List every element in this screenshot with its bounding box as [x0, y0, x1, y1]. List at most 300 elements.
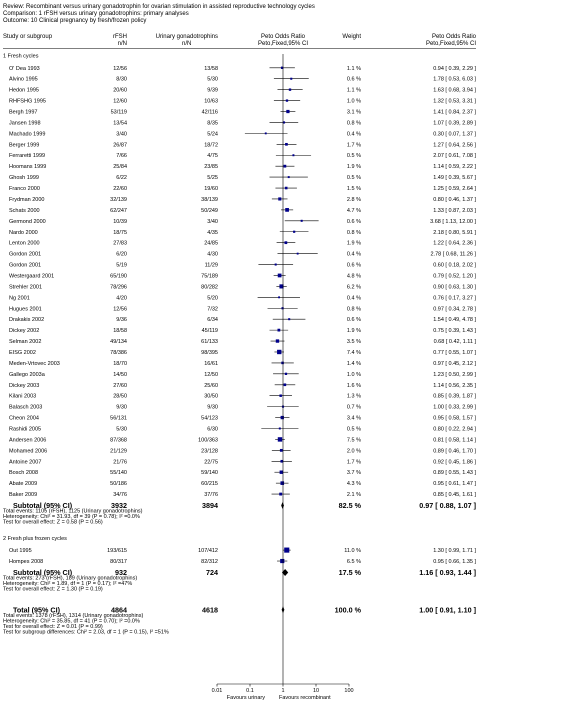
point-estimate	[280, 559, 284, 563]
study-name: Balasch 2003	[9, 404, 43, 411]
study-row	[9, 175, 476, 181]
ctl-events: 18/72	[204, 142, 218, 149]
ctl-events: 37/76	[204, 492, 218, 499]
x-axis	[212, 54, 354, 701]
study-weight: 11.0 %	[344, 548, 361, 555]
study-name: Hoomans 1999	[9, 164, 47, 171]
exp-events: 26/87	[113, 142, 127, 149]
point-estimate	[275, 264, 277, 266]
study-weight: 0.5 %	[346, 153, 361, 160]
study-ci: 0.94 [ 0.39, 2.29 ]	[433, 65, 476, 72]
study-name: Westergaard 2001	[9, 273, 55, 280]
point-estimate	[290, 78, 292, 80]
exp-events: 78/296	[110, 284, 127, 291]
study-name: Gallego 2003a	[9, 371, 45, 378]
study-name: Jansen 1998	[9, 120, 41, 127]
exp-events: 5/30	[116, 426, 127, 433]
study-ci: 0.85 [ 0.39, 1.87 ]	[433, 393, 476, 400]
study-row	[9, 481, 476, 487]
ctl-events: 8/35	[207, 120, 218, 127]
study-weight: 0.6 %	[346, 218, 361, 225]
study-name: Frydman 2000	[9, 196, 45, 203]
ctl-events: 5/25	[207, 175, 218, 182]
ctl-events: 80/282	[201, 284, 218, 291]
study-name: Lenton 2000	[9, 240, 40, 247]
study-ci: 2.07 [ 0.61, 7.08 ]	[433, 153, 476, 160]
exp-events: 5/19	[116, 262, 127, 269]
point-estimate	[297, 253, 299, 255]
exp-events: 9/36	[116, 317, 127, 324]
outcome-title: Outcome: 10 Clinical pregnancy by fresh/frozen policy	[3, 18, 147, 24]
study-row	[9, 273, 476, 279]
exp-events: 55/140	[110, 470, 127, 477]
study-row	[9, 306, 476, 312]
study-ci: 1.00 [ 0.33, 2.99 ]	[433, 404, 476, 411]
comparison-title: Comparison: 1 rFSH versus urinary gonadotrophins: primary analyses	[3, 11, 189, 17]
exp-events: 3/40	[116, 131, 127, 138]
subtotal-label: Subtotal (95% CI)	[13, 501, 73, 510]
study-weight: 1.4 %	[346, 360, 361, 367]
subgroup-title: 2 Fresh plus frozen cycles	[3, 535, 67, 542]
study-row	[9, 394, 476, 400]
study-name: Bosch 2008	[9, 470, 39, 477]
study-row	[9, 416, 476, 422]
point-estimate	[278, 197, 281, 200]
subgroup-note: Total events: 1105 (rFSH), 1125 (Urinary gonadotrophins)	[3, 508, 143, 515]
study-row	[9, 263, 476, 269]
point-estimate	[288, 318, 290, 320]
study-weight: 3.4 %	[346, 415, 361, 422]
study-name: Franco 2000	[9, 186, 40, 193]
point-estimate	[284, 383, 287, 386]
study-ci: 1.63 [ 0.68, 3.94 ]	[433, 87, 476, 94]
study-ci: 1.14 [ 0.59, 2.22 ]	[433, 164, 476, 171]
total-note: Test for overall effect: Z = 0.01 (P = 0.99)	[3, 623, 103, 630]
study-name: Ng 2001	[9, 295, 30, 302]
subtotal-diamond	[281, 502, 284, 509]
review-header	[3, 4, 315, 24]
ctl-events: 59/140	[201, 470, 218, 477]
study-ci: 2.18 [ 0.80, 5.91 ]	[433, 229, 476, 236]
exp-events: 14/50	[113, 371, 127, 378]
forest-rows	[3, 54, 476, 636]
exp-events: 18/58	[113, 328, 127, 335]
study-row	[9, 186, 476, 192]
axis-tick-label: 0.01	[211, 688, 223, 694]
exp-events: 7/66	[116, 153, 127, 160]
study-weight: 1.0 %	[346, 371, 361, 378]
study-ci: 0.77 [ 0.55, 1.07 ]	[433, 349, 476, 356]
axis-tick-label: 100	[344, 688, 354, 694]
ctl-events: 100/363	[198, 437, 218, 444]
study-weight: 1.7 %	[346, 459, 361, 466]
study-ci: 0.80 [ 0.22, 2.94 ]	[433, 426, 476, 433]
column-headers	[3, 34, 477, 47]
study-row	[9, 153, 476, 159]
ctl-events: 54/123	[201, 415, 218, 422]
exp-events: 62/247	[110, 207, 127, 214]
study-name: Hedon 1995	[9, 87, 39, 94]
study-row	[9, 295, 476, 301]
study-weight: 0.6 %	[346, 262, 361, 269]
study-row	[9, 559, 476, 565]
point-estimate	[285, 373, 287, 375]
study-weight: 6.2 %	[346, 284, 361, 291]
study-ci: 1.25 [ 0.59, 2.64 ]	[433, 186, 476, 193]
study-weight: 2.1 %	[346, 492, 361, 499]
study-ci: 0.95 [ 0.61, 1.47 ]	[433, 481, 476, 488]
subtotal-ci: 1.16 [ 0.93, 1.44 ]	[419, 567, 476, 577]
col-or-method: Peto,Fixed,95% CI	[257, 41, 309, 47]
ctl-events: 7/32	[207, 306, 218, 313]
study-name: Germond 2000	[9, 218, 46, 225]
study-row	[9, 120, 476, 126]
exp-events: 80/317	[110, 559, 127, 566]
ctl-events: 25/60	[204, 382, 218, 389]
favours-right-label: Favours recombinant	[279, 695, 331, 701]
study-name: Mohamed 2006	[9, 448, 48, 455]
study-name: Antoine 2007	[9, 459, 42, 466]
col-or: Peto Odds Ratio	[260, 34, 306, 40]
total-label: Total (95% CI)	[13, 605, 60, 615]
exp-events: 34/76	[113, 492, 127, 499]
study-ci: 1.78 [ 0.53, 6.03 ]	[433, 76, 476, 83]
ctl-events: 9/39	[207, 87, 218, 94]
study-weight: 3.1 %	[346, 109, 361, 116]
study-row	[9, 77, 476, 83]
study-row	[9, 197, 476, 203]
exp-events: 13/54	[113, 120, 127, 127]
ctl-events: 38/139	[201, 196, 218, 203]
study-ci: 0.80 [ 0.46, 1.37 ]	[433, 196, 476, 203]
study-row	[9, 405, 476, 411]
ctl-events: 4/30	[207, 251, 218, 258]
point-estimate	[279, 428, 281, 430]
point-estimate	[277, 329, 280, 332]
ctl-events: 24/85	[204, 240, 218, 247]
ctl-events: 9/30	[207, 404, 218, 411]
exp-events: 10/39	[113, 218, 127, 225]
ctl-events: 4/75	[207, 153, 218, 160]
ctl-events: 45/119	[201, 328, 218, 335]
study-weight: 4.8 %	[346, 273, 361, 280]
point-estimate	[292, 154, 294, 156]
study-row	[9, 164, 476, 170]
ctl-events: 42/116	[201, 109, 218, 116]
subtotal-weight: 17.5 %	[338, 567, 361, 577]
col-ci: Peto Odds Ratio	[431, 34, 476, 40]
study-row	[9, 208, 476, 214]
study-row	[9, 88, 476, 94]
study-name: Alvino 1995	[9, 76, 38, 83]
study-name: Abate 2009	[9, 481, 38, 488]
study-weight: 1.6 %	[346, 382, 361, 389]
ctl-events: 6/34	[207, 317, 218, 324]
ctl-events: 13/58	[204, 65, 218, 72]
study-name: O' Dea 1993	[9, 65, 40, 72]
point-estimate	[284, 241, 287, 244]
point-estimate	[279, 394, 281, 396]
exp-events: 6/20	[116, 251, 127, 258]
ctl-events: 16/61	[204, 360, 218, 367]
ctl-events: 50/249	[201, 207, 218, 214]
exp-events: 78/386	[110, 349, 127, 356]
ctl-events: 98/395	[201, 349, 218, 356]
study-row	[9, 372, 476, 378]
total-weight: 100.0 %	[334, 605, 361, 615]
total-note: Test for subgroup differences: Chi² = 2.03, df = 1 (P = 0.15), I² =51%	[3, 629, 169, 636]
ctl-events: 75/189	[201, 273, 218, 280]
exp-events: 56/131	[110, 415, 127, 422]
total-exp: 4864	[111, 605, 127, 615]
study-ci: 0.90 [ 0.63, 1.30 ]	[433, 284, 476, 291]
col-ctl: Urinary gonadotrophins	[155, 34, 218, 40]
ctl-events: 4/35	[207, 229, 218, 236]
study-ci: 0.68 [ 0.42, 1.11 ]	[433, 339, 476, 346]
study-weight: 0.5 %	[346, 175, 361, 182]
study-name: Berger 1999	[9, 142, 40, 149]
study-weight: 0.4 %	[346, 251, 361, 258]
point-estimate	[286, 110, 289, 113]
study-name: Rashidi 2005	[9, 426, 42, 433]
col-weight: Weight	[342, 34, 361, 40]
study-ci: 1.49 [ 0.39, 5.67 ]	[433, 175, 476, 182]
study-ci: 0.95 [ 0.66, 1.35 ]	[433, 559, 476, 566]
exp-events: 4/20	[116, 295, 127, 302]
col-exp: rFSH	[113, 34, 127, 40]
study-ci: 1.32 [ 0.53, 3.31 ]	[433, 98, 476, 105]
total-note: Total events: 1378 (rFSH), 1314 (Urinary gonadotrophins)	[3, 612, 144, 619]
exp-events: 25/84	[113, 164, 127, 171]
study-name: Andersen 2006	[9, 437, 47, 444]
study-name: Schats 2000	[9, 207, 40, 214]
ctl-events: 61/133	[201, 339, 218, 346]
study-row	[9, 99, 476, 105]
col-ctl-n: n/N	[182, 41, 192, 47]
ctl-events: 107/412	[198, 548, 218, 555]
study-name: Meden-Vrtovec 2003	[9, 360, 60, 367]
study-weight: 1.0 %	[346, 98, 361, 105]
study-name: Bergh 1997	[9, 109, 38, 116]
study-name: Machado 1999	[9, 131, 46, 138]
exp-events: 12/60	[113, 98, 127, 105]
study-ci: 1.27 [ 0.64, 2.56 ]	[433, 142, 476, 149]
point-estimate	[279, 493, 282, 496]
ctl-events: 82/312	[201, 559, 218, 566]
study-name: RHFSHG 1995	[9, 98, 46, 105]
col-study: Study or subgroup	[3, 34, 53, 40]
ctl-events: 19/60	[204, 186, 218, 193]
study-name: Out 1995	[9, 548, 32, 555]
point-estimate	[283, 165, 286, 168]
study-ci: 0.95 [ 0.58, 1.57 ]	[433, 415, 476, 422]
study-row	[9, 339, 476, 345]
subtotal-ctl: 3894	[202, 501, 218, 510]
ctl-events: 10/63	[204, 98, 218, 105]
study-row	[9, 317, 476, 323]
study-ci: 0.85 [ 0.45, 1.61 ]	[433, 492, 476, 499]
subgroup-note: Total events: 273 (rFSH), 189 (Urinary gonadotrophins)	[3, 575, 138, 582]
study-ci: 0.92 [ 0.45, 1.86 ]	[433, 459, 476, 466]
col-exp-n: n/N	[117, 41, 127, 47]
exp-events: 50/186	[110, 481, 127, 488]
study-weight: 3.5 %	[346, 339, 361, 346]
study-ci: 0.79 [ 0.52, 1.20 ]	[433, 273, 476, 280]
subgroup-note: Test for overall effect: Z = 1.30 (P = 0.19)	[3, 586, 103, 593]
point-estimate	[301, 220, 303, 222]
point-estimate	[288, 176, 290, 178]
ctl-events: 3/40	[207, 218, 218, 225]
study-row	[9, 470, 476, 476]
study-row	[9, 142, 476, 148]
study-row	[9, 361, 476, 367]
study-ci: 0.81 [ 0.58, 1.14 ]	[433, 437, 476, 444]
total-ci: 1.00 [ 0.91, 1.10 ]	[419, 605, 476, 615]
study-weight: 7.4 %	[346, 349, 361, 356]
study-row	[9, 437, 476, 443]
subtotal-exp: 3932	[111, 501, 127, 510]
study-weight: 0.6 %	[346, 317, 361, 324]
exp-events: 21/76	[113, 459, 127, 466]
point-estimate	[278, 274, 282, 278]
study-row	[9, 448, 476, 454]
study-ci: 0.60 [ 0.18, 2.02 ]	[433, 262, 476, 269]
exp-events: 18/70	[113, 360, 127, 367]
study-name: Dickey 2003	[9, 382, 40, 389]
point-estimate	[278, 437, 282, 441]
study-weight: 0.6 %	[346, 76, 361, 83]
axis-tick-label: 10	[312, 688, 320, 694]
ctl-events: 5/24	[207, 131, 218, 138]
study-weight: 0.8 %	[346, 120, 361, 127]
subgroup-note: Heterogeneity: Chi² = 1.89, df = 1 (P = 0.17); I² =47%	[3, 581, 133, 588]
subtotal-label: Subtotal (95% CI)	[13, 567, 73, 577]
study-weight: 0.4 %	[346, 295, 361, 302]
study-name: Dickey 2002	[9, 328, 40, 335]
study-weight: 2.0 %	[346, 448, 361, 455]
exp-events: 193/615	[107, 548, 127, 555]
study-ci: 1.14 [ 0.56, 2.35 ]	[433, 382, 476, 389]
study-ci: 1.41 [ 0.84, 2.37 ]	[433, 109, 476, 116]
study-weight: 0.5 %	[346, 426, 361, 433]
exp-events: 22/60	[113, 186, 127, 193]
point-estimate	[284, 548, 289, 553]
study-weight: 0.4 %	[346, 131, 361, 138]
subtotal-weight: 82.5 %	[338, 501, 361, 510]
study-weight: 2.8 %	[346, 196, 361, 203]
subgroup-note: Test for overall effect: Z = 0.58 (P = 0.56)	[3, 519, 103, 526]
study-weight: 4.3 %	[346, 481, 361, 488]
ctl-events: 23/85	[204, 164, 218, 171]
subgroup-title: 1 Fresh cycles	[3, 53, 39, 60]
ctl-events: 60/215	[201, 481, 218, 488]
ctl-events: 5/30	[207, 76, 218, 83]
exp-events: 8/30	[116, 76, 127, 83]
study-row	[9, 548, 476, 555]
exp-events: 53/119	[110, 109, 127, 116]
ctl-events: 12/50	[204, 371, 218, 378]
study-weight: 0.8 %	[346, 306, 361, 313]
ctl-events: 6/30	[207, 426, 218, 433]
exp-events: 27/60	[113, 382, 127, 389]
point-estimate	[280, 481, 284, 485]
study-name: Gordon 2001	[9, 262, 42, 269]
study-weight: 1.1 %	[346, 87, 361, 94]
total-note: Heterogeneity: Chi² = 35.85, df = 41 (P = 0.70); I² =0.0%	[3, 618, 140, 625]
col-ci-method: Peto,Fixed,95% CI	[425, 41, 476, 47]
study-weight: 1.1 %	[346, 65, 361, 72]
study-ci: 1.33 [ 0.87, 2.03 ]	[433, 207, 476, 214]
exp-events: 9/30	[116, 404, 127, 411]
study-weight: 6.5 %	[346, 559, 361, 566]
study-row	[9, 492, 476, 498]
exp-events: 28/50	[113, 393, 127, 400]
study-weight: 0.7 %	[346, 404, 361, 411]
study-row	[9, 328, 476, 334]
exp-events: 65/190	[110, 273, 127, 280]
study-ci: 0.97 [ 0.34, 2.78 ]	[433, 306, 476, 313]
study-ci: 0.89 [ 0.55, 1.43 ]	[433, 470, 476, 477]
subgroup-note: Heterogeneity: Chi² = 31.93, df = 39 (P = 0.78); I² =0.0%	[3, 514, 140, 521]
study-name: Nardo 2000	[9, 229, 38, 236]
point-estimate	[265, 132, 267, 134]
study-ci: 1.22 [ 0.64, 2.36 ]	[433, 240, 476, 247]
point-estimate	[293, 231, 295, 233]
study-row	[9, 284, 476, 290]
study-ci: 1.54 [ 0.49, 4.78 ]	[433, 317, 476, 324]
ctl-events: 30/50	[204, 393, 218, 400]
study-weight: 1.9 %	[346, 240, 361, 247]
study-ci: 2.78 [ 0.68, 11.26 ]	[430, 251, 476, 258]
exp-events: 87/368	[110, 437, 127, 444]
point-estimate	[281, 416, 284, 419]
study-weight: 0.8 %	[346, 229, 361, 236]
point-estimate	[285, 187, 288, 190]
study-row	[9, 350, 476, 356]
axis-tick-label: 0.1	[246, 688, 254, 694]
study-row	[9, 110, 476, 116]
point-estimate	[285, 143, 288, 146]
study-name: Ghosh 1999	[9, 175, 39, 182]
study-row	[9, 426, 476, 432]
exp-events: 12/56	[113, 65, 127, 72]
study-row	[9, 383, 476, 389]
study-weight: 3.7 %	[346, 470, 361, 477]
exp-events: 27/83	[113, 240, 127, 247]
point-estimate	[280, 449, 283, 452]
exp-events: 6/22	[116, 175, 127, 182]
ctl-events: 22/75	[204, 459, 218, 466]
point-estimate	[280, 470, 283, 473]
exp-events: 32/139	[110, 196, 127, 203]
point-estimate	[285, 208, 289, 212]
exp-events: 20/60	[113, 87, 127, 94]
study-weight: 1.7 %	[346, 142, 361, 149]
study-weight: 1.5 %	[346, 186, 361, 193]
study-ci: 1.30 [ 0.99, 1.71 ]	[433, 548, 476, 555]
exp-events: 18/75	[113, 229, 127, 236]
subtotal-ctl: 724	[206, 567, 218, 577]
study-row	[9, 66, 476, 72]
exp-events: 12/56	[113, 306, 127, 313]
study-ci: 0.76 [ 0.17, 3.27 ]	[433, 295, 476, 302]
study-ci: 0.89 [ 0.46, 1.70 ]	[433, 448, 476, 455]
study-row	[9, 219, 476, 225]
study-name: Cheon 2004	[9, 415, 39, 422]
study-ci: 0.97 [ 0.45, 2.12 ]	[433, 360, 476, 367]
study-ci: 3.68 [ 1.13, 12.00 ]	[430, 218, 476, 225]
study-name: Hompes 2008	[9, 559, 44, 566]
